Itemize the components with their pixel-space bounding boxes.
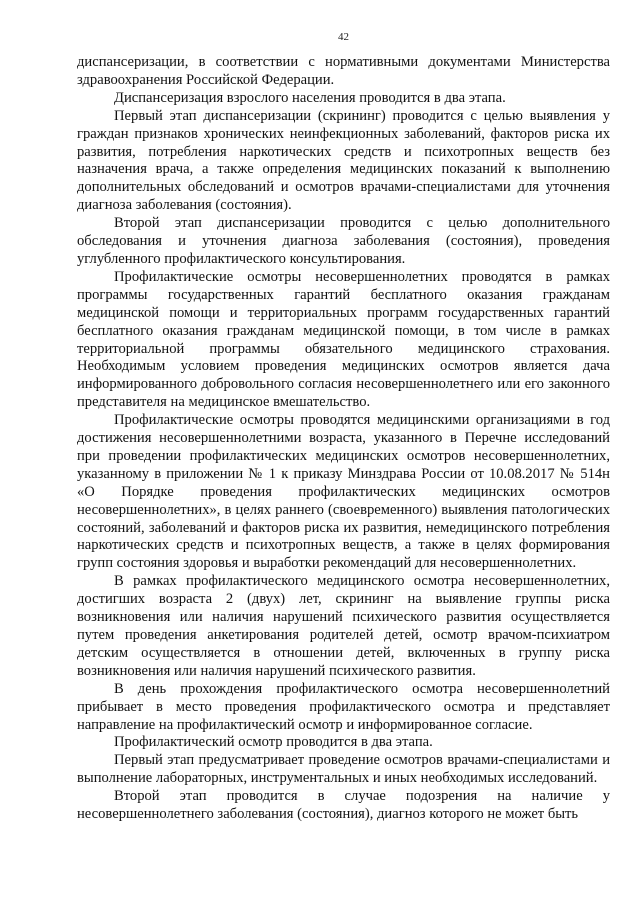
paragraph-continuation: диспансеризации, в соответствии с нормативными документами Министерства здравоохранения Российской Федерации. bbox=[77, 54, 610, 88]
document-page bbox=[77, 30, 610, 824]
paragraph-exam-first-stage: Первый этап предусматривает проведение осмотров врачами-специалистами и выполнение лабораторных, инструментальных и иных необходимых исследований. bbox=[77, 752, 610, 787]
paragraph-two-stages: Диспансеризация взрослого населения проводится в два этапа. bbox=[114, 89, 506, 106]
paragraph-screening-age-two: В рамках профилактического медицинского осмотра несовершеннолетних, достигших возраста 2 (двух) лет, скрининг на выявление группы риска возникновения или наличия нарушений психического развития осуществляется путем проведения анкетирования родителей детей, осмотр врачом-психиатром детским осуществляется в отношении детей, включенных в группу риска возникновения или наличия нарушений психического развития. bbox=[77, 573, 610, 679]
paragraph-second-stage: Второй этап диспансеризации проводится с целью дополнительного обследования и уточнения диагноза заболевания (состояния), проведения углубленного профилактического консультирования. bbox=[77, 215, 610, 267]
paragraph-first-stage: Первый этап диспансеризации (скрининг) проводится с целью выявления у граждан признаков хронических неинфекционных заболеваний, факторов риска их развития, потребления наркотических средств и психотропных веществ без назначения врача, а также определения медицинских показаний к выполнению дополнительных обследований и осмотров врачами-специалистами для уточнения диагноза заболевания (состояния). bbox=[77, 107, 610, 214]
page-number: 42 bbox=[338, 31, 349, 43]
paragraph-exam-two-stages: Профилактический осмотр проводится в два этапа. bbox=[114, 734, 433, 751]
paragraph-exam-second-stage: Второй этап проводится в случае подозрения на наличие у несовершеннолетнего заболевания (состояния), диагноз которого не может быть bbox=[77, 788, 610, 823]
paragraph-exam-organizations: Профилактические осмотры проводятся медицинскими организациями в год достижения несовершеннолетними возраста, указанного в Перечне исследований при проведении профилактических медицинских осмотров несовершеннолетних, указанному в приложении № 1 к приказу Минздрава России от 10.08.2017 № 514н «О Порядке проведения профилактических медицинских осмотров несовершеннолетних», в целях раннего (своевременного) выявления патологических состояний, заболеваний и факторов риска их развития, немедицинского потребления наркотических средств и психотропных веществ, а также в целях формирования групп состояния здоровья и выработки рекомендаций для несовершеннолетних. bbox=[77, 412, 610, 572]
paragraph-exam-day: В день прохождения профилактического осмотра несовершеннолетний прибывает в место проведения профилактического осмотра и представляет направление на профилактический осмотр и информированное согласие. bbox=[77, 680, 610, 733]
paragraph-minor-exams: Профилактические осмотры несовершеннолетних проводятся в рамках программы государственных гарантий бесплатного оказания гражданам медицинской помощи и территориальных программ государственных гарантий бесплатного оказания гражданам медицинской помощи, в том числе в рамках территориальной программы обязательного медицинского страхования. Необходимым условием проведения медицинских осмотров является дача информированного добровольного согласия несовершеннолетнего или его законного представителя на медицинское вмешательство. bbox=[77, 268, 610, 411]
